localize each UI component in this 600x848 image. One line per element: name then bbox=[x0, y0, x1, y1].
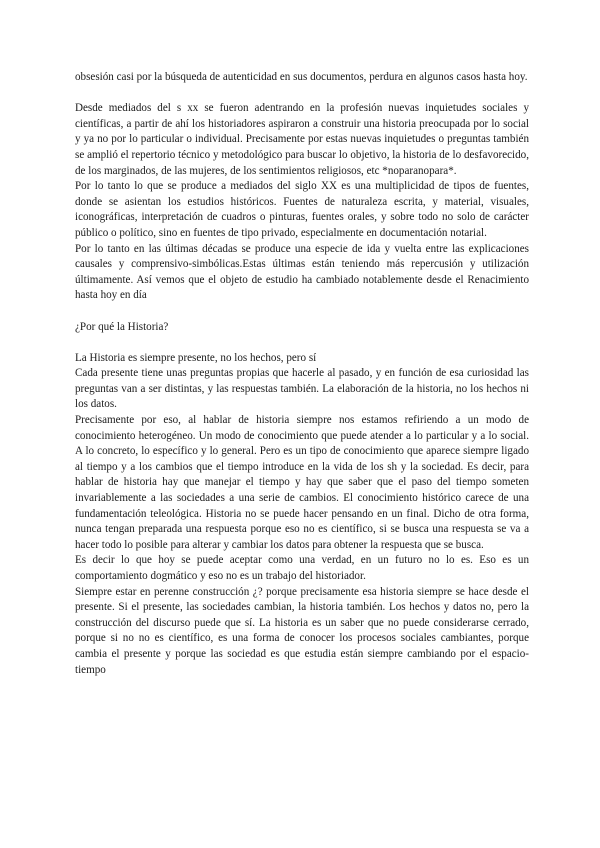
paragraph-presente: La Historia es siempre presente, no los hechos, pero sí bbox=[75, 351, 317, 364]
paragraph-fuentes: Por lo tanto lo que se produce a mediados del siglo XX es una multiplicidad de tipos de fuentes, donde se asientan los estudios históricos. Fuentes de naturaleza escrita, y material, visuales, iconográficas, interpretación de cuadros o pinturas, fuentes orales, y sobre todo no solo de carácter público o político, sino en fuentes de tipo privado, especialmente en documentación notarial. bbox=[75, 180, 529, 239]
paragraph-ida-vuelta: Por lo tanto en las últimas décadas se produce una especie de ida y vuelta entre las explicaciones causales y comprensivo-simbólicas.Estas últimas están teniendo más repercusión y utilización últimamente. Así vemos que el objeto de estudio ha cambiado notablemente desde el Renacimiento hasta hoy en día bbox=[75, 242, 529, 302]
paragraph-intro-tail: obsesión casi por la búsqueda de autenticidad en sus documentos, perdura en algunos casos hasta hoy. bbox=[75, 71, 528, 83]
paragraph-gap bbox=[75, 304, 529, 320]
paragraph-gap bbox=[75, 335, 529, 351]
section-question: ¿Por qué la Historia? bbox=[75, 320, 169, 333]
paragraph-preguntas: Cada presente tiene unas preguntas propias que hacerle al pasado, y en función de esa curiosidad las preguntas van a ser distintas, y las respuestas también. La elaboración de la historia, no los hechos ni los datos. bbox=[75, 367, 529, 411]
paragraph-gap bbox=[75, 86, 529, 102]
paragraph-conocimiento: Precisamente por eso, al hablar de historia siempre nos estamos refiriendo a un modo de conocimiento heterogéneo. Un modo de conocimiento que puede atender a lo particular y a lo social. A lo concreto, lo específico y lo general. Pero es un tipo de conocimiento que aparece siempre ligado al tiempo y a los cambios que el tiempo introduce en la vida de los sh y la sociedad. Es decir, para hablar de historia hay que manejar el tiempo y hay que saber que el paso del tiempo someten invariablemente a las sociedades a una serie de cambios. El conocimiento histórico carece de una fundamentación teleológica. Historia no se puede hacer pensando en un final. Dicho de otra forma, nunca tengan preparada una respuesta porque eso no es científico, si se busca una respuesta se va a hacer todo lo posible para alterar y cambiar los datos para obtener la respuesta que se busca. bbox=[75, 414, 529, 551]
paragraph-siglo-xx: Desde mediados del s xx se fueron adentrando en la profesión nuevas inquietudes sociales y científicas, a partir de ahí los historiadores aspiraron a construir una historia preocupada por lo social y ya no por lo particular o individual. Precisamente por estas nuevas inquietudes o preguntas también se amplió el repertorio técnico y metodológico para buscar lo objetivo, la historia de lo desfavorecido, de los marginados, de las mujeres, de los sentimientos religiosos, etc *noparanopara*. bbox=[75, 102, 529, 177]
paragraph-verdad: Es decir lo que hoy se puede aceptar como una verdad, en un futuro no lo es. Eso es un comportamiento dogmático y eso no es un trabajo del historiador. bbox=[75, 554, 529, 582]
paragraph-construccion: Siempre estar en perenne construcción ¿? porque precisamente esa historia siempre se hace desde el presente. Si el presente, las sociedades cambian, la historia también. Los hechos y datos no, pero la construcción del discurso puede que sí. La historia es un saber que no puede considerarse cerrado, porque si no no es científico, es una forma de conocer los procesos sociales cambiantes, porque cambia el presente y porque las sociedad es que estudia están siempre cambiando por el espacio-tiempo bbox=[75, 585, 529, 676]
